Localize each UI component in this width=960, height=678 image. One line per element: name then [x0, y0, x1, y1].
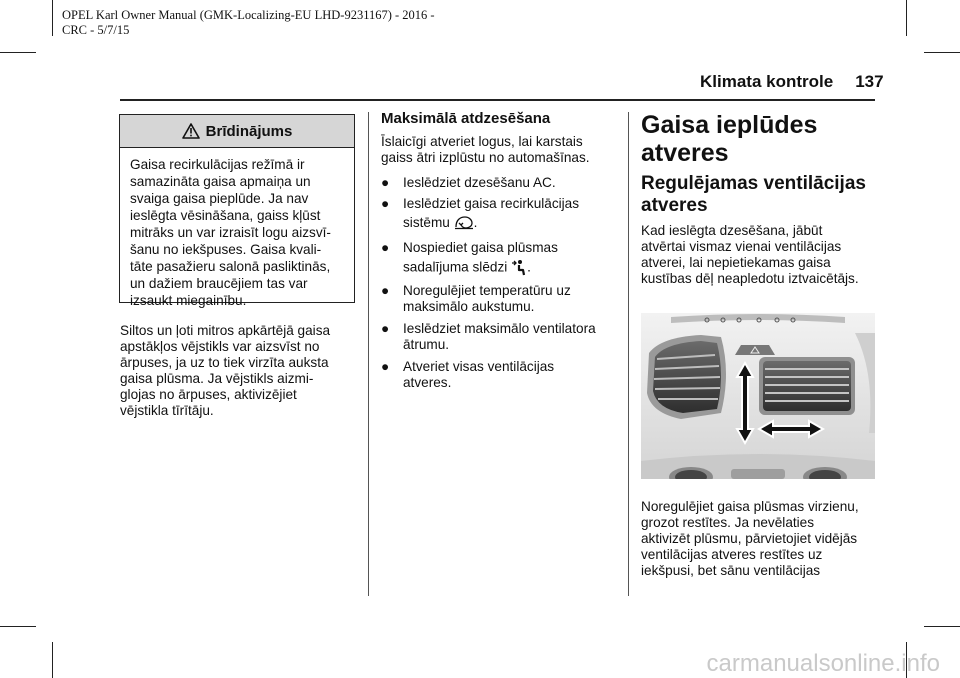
paragraph-line: vējstikla tīrītāju. [120, 403, 214, 418]
warning-box [119, 114, 355, 308]
paragraph-line: Siltos un ļoti mitros apkārtējā gaisa [120, 323, 331, 338]
crop-mark [0, 52, 36, 53]
warning-line: samazināta gaisa apmaiņa un [130, 174, 311, 189]
warning-header [120, 115, 354, 148]
warning-line: mitrāks un var izraisīt logu aizsvī- [130, 225, 331, 240]
paragraph-line: atvērtai vismaz vienai ventilācijas [641, 239, 842, 254]
paragraph-line: Kad ieslēgta dzesēšana, jābūt [641, 223, 823, 238]
paragraph-line: Noregulējiet gaisa plūsmas virzienu, [641, 499, 859, 514]
paragraph-line: apstākļos vējstikls var aizsvīst no [120, 339, 320, 354]
body-paragraph [120, 323, 360, 419]
body-paragraph [641, 223, 881, 287]
list-item-text: maksimālo aukstumu. [403, 299, 535, 314]
list-item-suffix: . [527, 259, 531, 275]
running-head [700, 72, 884, 92]
warning-line: Gaisa recirkulācijas režīmā ir [130, 157, 305, 172]
crop-mark [924, 626, 960, 627]
warning-line: tāte pasažieru salonā pasliktinās, [130, 259, 331, 274]
air-vent-photo [641, 313, 875, 479]
column-divider [368, 112, 369, 596]
title-line: Gaisa ieplūdes [641, 111, 818, 139]
list-item [381, 175, 621, 191]
title-line: atveres [641, 139, 729, 167]
list-item [381, 196, 621, 232]
document-meta-line: OPEL Karl Owner Manual (GMK-Localizing-EU LHD-9231167) - 2016 - [62, 8, 435, 22]
crop-mark [906, 0, 907, 36]
paragraph-line: ventilācijas atveres restītes uz [641, 547, 823, 562]
list-item-text: Nospiediet gaisa plūsmas [403, 240, 558, 255]
warning-line: un dažiem braucējiem tas var [130, 276, 308, 291]
list-item-text: Ieslēdziet gaisa recirkulācijas [403, 196, 580, 211]
paragraph-line: Īslaicīgi atveriet logus, lai karstais [381, 134, 583, 149]
bullet-marker: ● [381, 240, 390, 255]
page-title [641, 111, 881, 167]
list-item-text: atveres. [403, 375, 452, 390]
column-divider [628, 112, 629, 596]
bullet-marker: ● [381, 175, 390, 190]
recirculation-icon [454, 216, 474, 230]
bullet-marker: ● [381, 321, 390, 336]
subtitle-line: atveres [641, 195, 708, 216]
list-item-text: Ieslēdziet maksimālo ventilatora [403, 321, 596, 336]
warning-line: izsaukt miegainību. [130, 293, 247, 308]
list-item [381, 283, 621, 315]
subtitle-line: Regulējamas ventilācijas [641, 173, 866, 194]
warning-text [120, 148, 354, 309]
warning-line: ieslēgta vēsināšana, gaiss kļūst [130, 208, 321, 223]
body-paragraph [641, 499, 881, 579]
header-rule [120, 99, 875, 101]
crop-mark [0, 626, 36, 627]
warning-triangle-icon [182, 123, 200, 139]
paragraph-line: ārpuses, ja uz to tiek virzīta auksta [120, 355, 329, 370]
warning-line: svaiga gaisa pieplūde. Ja nav [130, 191, 309, 206]
list-item-suffix: . [473, 215, 478, 230]
document-meta [62, 8, 522, 38]
subsection-heading [641, 173, 881, 217]
paragraph-line: kustības dēļ neapledotu iztvaicētājs. [641, 271, 859, 286]
list-item-text: Atveriet visas ventilācijas [403, 359, 555, 374]
paragraph-line: aktivizēt plūsmu, pārvietojiet vidējās [641, 531, 858, 546]
paragraph-line: grozot restītes. Ja nevēlaties [641, 515, 815, 530]
bullet-marker: ● [381, 283, 390, 298]
paragraph-line: gaiss ātri izplūstu no automašīnas. [381, 150, 590, 165]
watermark: carmanualsonline.info [706, 650, 940, 677]
crop-mark [52, 642, 53, 678]
bullet-marker: ● [381, 359, 390, 374]
list-item-text: sadalījuma slēdzi [403, 259, 508, 275]
paragraph-line: atverei, lai nepietiekamas gaisa [641, 255, 831, 270]
paragraph-line: iekšpusi, bet sānu ventilācijas [641, 563, 821, 578]
list-item [381, 359, 621, 391]
section-heading: Maksimālā atdzesēšana [381, 110, 551, 127]
list-item [381, 321, 621, 353]
list-item-text: Ieslēdziet dzesēšanu AC. [403, 175, 556, 190]
list-item [381, 240, 621, 276]
crop-mark [52, 0, 53, 36]
intro-paragraph [381, 134, 621, 166]
paragraph-line: glojas no ārpuses, aktivizējiet [120, 387, 297, 402]
bullet-marker: ● [381, 196, 390, 211]
crop-mark [924, 52, 960, 53]
airflow-distribution-icon [511, 259, 527, 277]
paragraph-line: gaisa plūsma. Ja vējstikls aizmi- [120, 371, 314, 386]
document-meta-line: CRC - 5/7/15 [62, 23, 130, 37]
warning-title: Brīdinājums [205, 122, 293, 140]
list-item-text: sistēmu [403, 215, 450, 230]
warning-line: šanu no iekšpuses. Gaisa kvali- [130, 242, 322, 257]
page-number: 137 [855, 72, 884, 91]
section-title: Klimata kontrole [700, 72, 834, 91]
list-item-text: Noregulējiet temperatūru uz [403, 283, 571, 298]
list-item-text: ātrumu. [403, 337, 450, 352]
